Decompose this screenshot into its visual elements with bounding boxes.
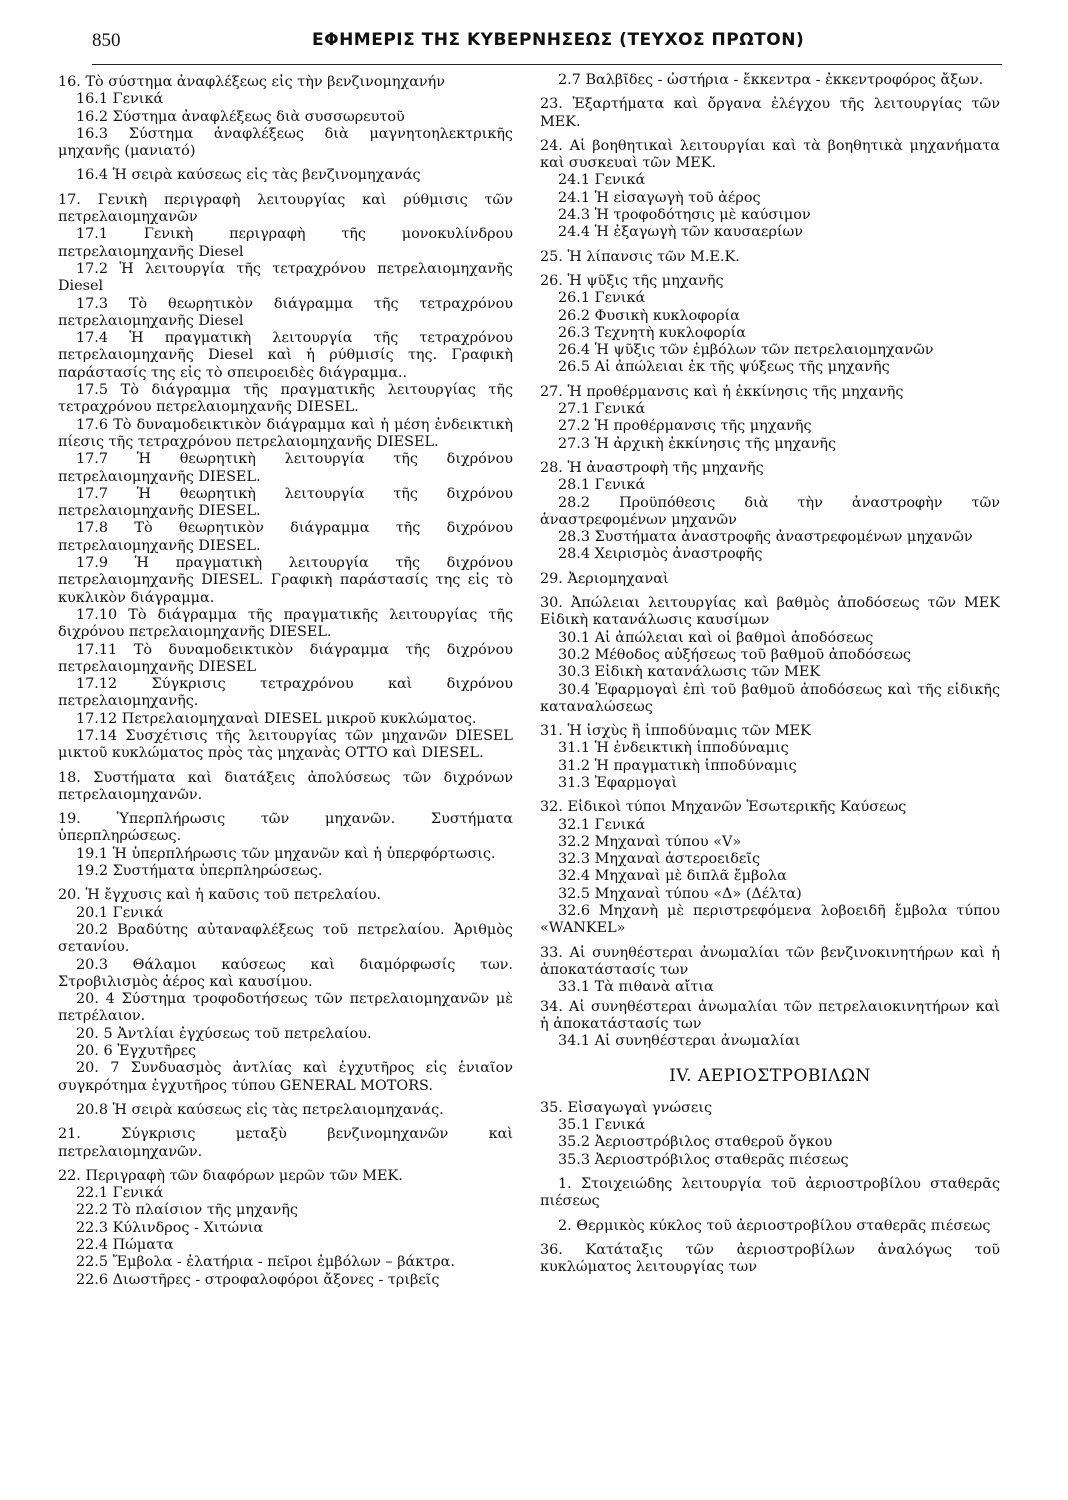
- page-header: [92, 24, 1002, 68]
- toc-entry: 35.1 Γενικά: [558, 1117, 646, 1134]
- toc-entry: 30.3 Εἰδικὴ κατανάλωσις τῶν ΜΕΚ: [558, 664, 821, 681]
- toc-entry: 21. Σύγκρισις μεταξὺ βενζινομηχανῶν καὶ πετρελαιομηχανῶν.: [58, 1126, 513, 1160]
- toc-entry: 17.10 Τὸ διάγραμμα τῆς πραγματικῆς λειτουργίας τῆς διχρόνου πετρελαιομηχανῆς DIESEL.: [58, 606, 513, 641]
- toc-entry: 28.3 Συστήματα ἀναστροφῆς ἀναστρεφομένων μηχανῶν: [558, 529, 973, 546]
- toc-entry: 24.1 Ἡ εἰσαγωγὴ τοῦ ἀέρος: [558, 189, 761, 206]
- toc-entry: 33. Αἱ συνηθέστεραι ἀνωμαλίαι τῶν βενζινοκινητήρων καὶ ἡ ἀποκατάστασίς των: [540, 944, 1000, 978]
- toc-entry: 26.3 Τεχνητὴ κυκλοφορία: [558, 324, 746, 341]
- toc-entry: 20. 7 Συνδυασμὸς ἀντλίας καὶ ἐγχυτῆρος εἰς ἑνιαῖον συγκρότημα ἐγχυτῆρος τύπου GENERAL MOTORS.: [58, 1060, 513, 1094]
- toc-entry: 20.1 Γενικά: [76, 904, 164, 921]
- toc-entry: 25. Ἡ λίπανσις τῶν Μ.Ε.Κ.: [540, 248, 740, 265]
- toc-entry: 27.1 Γενικά: [558, 401, 646, 418]
- toc-entry: 17.3 Τὸ θεωρητικὸν διάγραμμα τῆς τετραχρόνου πετρελαιομηχανῆς Diesel: [58, 295, 513, 329]
- toc-entry: 19.2 Συστήματα ὑπερπληρώσεως.: [76, 863, 323, 880]
- toc-entry: 22.5 Ἔμβολα - ἐλατήρια - πεῖροι ἐμβόλων – βάκτρα.: [76, 1254, 455, 1271]
- toc-entry: 20. 4 Σύστημα τροφοδοτήσεως τῶν πετρελαιομηχανῶν μὲ πετρέλαιον.: [58, 991, 513, 1025]
- toc-entry: 17.7 Ἡ θεωρητικὴ λειτουργία τῆς διχρόνου πετρελαιομηχανῆς DIESEL.: [58, 485, 513, 520]
- toc-entry: 20.2 Βραδύτης αὐταναφλέξεως τοῦ πετρελαίου. Ἀριθμὸς σετανίου.: [58, 921, 513, 956]
- toc-entry: 30. Ἀπώλειαι λειτουργίας καὶ βαθμὸς ἀποδόσεως τῶν ΜΕΚ Εἰδικὴ κατανάλωσις καυσίμων: [540, 595, 1000, 629]
- toc-entry: 1. Στοιχειώδης λειτουργία τοῦ ἀεριοστροβίλου σταθερᾶς πιέσεως: [540, 1175, 1000, 1210]
- toc-entry: 20. 5 Ἀντλίαι ἐγχύσεως τοῦ πετρελαίου.: [76, 1025, 372, 1042]
- toc-entry: 35.2 Ἀεριοστρόβιλος σταθεροῦ ὄγκου: [558, 1134, 833, 1151]
- toc-entry: 31.1 Ἡ ἐνδεικτικὴ ἱπποδύναμις: [558, 740, 789, 757]
- toc-entry: 32. Εἰδικοὶ τύποι Μηχανῶν Ἐσωτερικῆς Καύσεως: [540, 799, 907, 816]
- toc-entry: 26. Ἡ ψῦξις τῆς μηχανῆς: [540, 272, 724, 289]
- toc-entry: 30.4 Ἐφαρμογαὶ ἐπὶ τοῦ βαθμοῦ ἀποδόσεως καὶ τῆς εἰδικῆς καταναλώσεως: [540, 681, 1000, 715]
- toc-entry: 32.2 Μηχαναὶ τύπου «V»: [558, 833, 742, 850]
- toc-entry: 17.8 Τὸ θεωρητικὸν διάγραμμα τῆς διχρόνου πετρελαιομηχανῆς DIESEL.: [58, 520, 513, 554]
- toc-entry: 16.4 Ἡ σειρὰ καύσεως εἰς τὰς βενζινομηχανάς: [76, 167, 421, 184]
- toc-entry: 16. Τὸ σύστημα ἀναφλέξεως εἰς τὴν βενζινομηχανήν: [58, 74, 446, 90]
- toc-entry: 16.1 Γενικά: [76, 91, 164, 108]
- toc-entry: 17.4 Ἡ πραγματικὴ λειτουργία τῆς τετραχρόνου πετρελαιομηχανῆς Diesel καὶ ἡ ρύθμισίς της. Γραφικὴ παράστασίς της εἰς τὸ σπειροειδὲς διάγραμμα..: [58, 330, 513, 381]
- toc-entry: 16.3 Σύστημα ἀναφλέξεως διὰ μαγνητοηλεκτρικῆς μηχανῆς (μανιατό): [58, 125, 513, 160]
- toc-entry: 19. Ὑπερπλήρωσις τῶν μηχανῶν. Συστήματα ὑπερπληρώσεως.: [58, 811, 513, 845]
- toc-entry: 32.5 Μηχαναὶ τύπου «Δ» (Δέλτα): [558, 885, 802, 902]
- toc-entry: 18. Συστήματα καὶ διατάξεις ἀπολύσεως τῶν διχρόνων πετρελαιομηχανῶν.: [58, 769, 513, 803]
- toc-entry: 24.1 Γενικά: [558, 172, 646, 189]
- toc-entry: 35.3 Ἀεριοστρόβιλος σταθερᾶς πιέσεως: [558, 1151, 849, 1168]
- toc-entry: 32.3 Μηχαναὶ ἀστεροειδεῖς: [558, 851, 761, 868]
- right-column: [540, 72, 1000, 1492]
- toc-entry: 17.12 Σύγκρισις τετραχρόνου καὶ διχρόνου πετρελαιομηχανῆς.: [58, 676, 513, 710]
- toc-entry: 20. 6 Ἐγχυτῆρες: [76, 1043, 197, 1060]
- toc-entry: 17. Γενικὴ περιγραφὴ λειτουργίας καὶ ρύθμισις τῶν πετρελαιομηχανῶν: [58, 191, 513, 226]
- toc-entry: 17.12 Πετρελαιομηχαναὶ DIESEL μικροῦ κυκλώματος.: [76, 710, 477, 727]
- toc-entry: 27. Ἡ προθέρμανσις καὶ ἡ ἐκκίνησις τῆς μηχανῆς: [540, 383, 904, 400]
- toc-entry: 17.14 Συσχέτισις τῆς λειτουργίας τῶν μηχανῶν DIESEL μικτοῦ κυκλώματος πρὸς τὰς μηχανὰς OTTO καὶ DIESEL.: [58, 727, 513, 762]
- toc-entry: 20.3 Θάλαμοι καύσεως καὶ διαμόρφωσίς των. Στροβιλισμὸς ἀέρος καὶ καυσίμου.: [58, 956, 513, 990]
- toc-entry: 31. Ἡ ἰσχὺς ἢ ἱπποδύναμις τῶν ΜΕΚ: [540, 723, 811, 740]
- toc-entry: 20. Ἡ ἔγχυσις καὶ ἡ καῦσις τοῦ πετρελαίου.: [58, 887, 382, 904]
- toc-entry: 24.4 Ἡ ἐξαγωγὴ τῶν καυσαερίων: [558, 224, 804, 241]
- toc-entry: 28.4 Χειρισμὸς ἀναστροφῆς: [558, 546, 763, 563]
- toc-entry: 2. Θερμικὸς κύκλος τοῦ ἀεριοστροβίλου σταθερᾶς πιέσεως: [558, 1217, 991, 1234]
- toc-entry: 17.6 Τὸ δυναμοδεικτικὸν διάγραμμα καὶ ἡ μέση ἐνδεικτικὴ πίεσις τῆς τετραχρόνου πετρελαιομηχανῆς DIESEL.: [58, 416, 513, 450]
- toc-entry: 28.2 Προϋπόθεσις διὰ τὴν ἀναστροφὴν τῶν ἀναστρεφομένων μηχανῶν: [540, 494, 1000, 528]
- toc-entry: 33.1 Τὰ πιθανὰ αἴτια: [558, 979, 714, 996]
- toc-entry: 26.5 Αἱ ἀπώλειαι ἐκ τῆς ψύξεως τῆς μηχανῆς: [558, 359, 890, 376]
- left-column: [58, 72, 513, 1492]
- toc-entry: 28.1 Γενικά: [558, 477, 646, 494]
- toc-entry: 24.3 Ἡ τροφοδότησις μὲ καύσιμον: [558, 207, 811, 224]
- toc-entry: 17.7 Ἡ θεωρητικὴ λειτουργία τῆς διχρόνου πετρελαιομηχανῆς DIESEL.: [58, 451, 513, 485]
- toc-entry: 22.2 Τὸ πλαίσιον τῆς μηχανῆς: [76, 1202, 298, 1219]
- toc-entry: 23. Ἐξαρτήματα καὶ ὄργανα ἐλέγχου τῆς λειτουργίας τῶν ΜΕΚ.: [540, 96, 1000, 130]
- page-number: 850: [92, 30, 121, 51]
- toc-entry: 17.9 Ἡ πραγματικὴ λειτουργία τῆς διχρόνου πετρελαιομηχανῆς DIESEL. Γραφικὴ παράστασίς της εἰς τὸ κυκλικὸν διάγραμμα.: [58, 555, 513, 606]
- toc-entry: 22. Περιγραφὴ τῶν διαφόρων μερῶν τῶν ΜΕΚ.: [58, 1167, 403, 1184]
- journal-title: ΕΦΗΜΕΡΙΣ ΤΗΣ ΚΥΒΕΡΝΗΣΕΩΣ (ΤΕΥΧΟΣ ΠΡΩΤΟΝ): [312, 30, 805, 50]
- toc-entry: 19.1 Ἡ ὑπερπλήρωσις τῶν μηχανῶν καὶ ἡ ὑπερφόρτωσις.: [76, 845, 496, 862]
- toc-entry: 30.1 Αἱ ἀπώλειαι καὶ οἱ βαθμοὶ ἀποδόσεως: [558, 629, 874, 646]
- toc-entry: 17.11 Τὸ δυναμοδεικτικὸν διάγραμμα τῆς διχρόνου πετρελαιομηχανῆς DIESEL: [58, 641, 513, 675]
- toc-entry: 27.3 Ἡ ἀρχικὴ ἐκκίνησις τῆς μηχανῆς: [558, 435, 837, 452]
- toc-entry: 30.2 Μέθοδος αὐξήσεως τοῦ βαθμοῦ ἀποδόσεως: [558, 646, 911, 663]
- toc-entry: 26.1 Γενικά: [558, 290, 646, 307]
- toc-entry: 32.1 Γενικά: [558, 816, 646, 833]
- toc-entry: 29. Ἀεριομηχαναὶ: [540, 570, 669, 587]
- toc-entry: 31.2 Ἡ πραγματικὴ ἱπποδύναμις: [558, 757, 797, 774]
- toc-entry: 22.4 Πώματα: [76, 1237, 174, 1253]
- toc-entry: 22.3 Κύλινδρος - Χιτώνια: [76, 1219, 264, 1236]
- toc-entry: 32.6 Μηχανὴ μὲ περιστρεφόμενα λοβοειδῆ ἔμβολα τύπου «WANKEL»: [540, 903, 1000, 937]
- toc-entry: 17.1 Γενικὴ περιγραφὴ τῆς μονοκυλίνδρου πετρελαιομηχανῆς Diesel: [58, 226, 513, 260]
- toc-entry: 32.4 Μηχαναὶ μὲ διπλᾶ ἔμβολα: [558, 868, 787, 885]
- toc-entry: 35. Εἰσαγωγαὶ γνώσεις: [540, 1099, 713, 1116]
- toc-entry: 17.5 Τὸ διάγραμμα τῆς πραγματικῆς λειτουργίας τῆς τετραχρόνου πετρελαιομηχανῆς DIESEL.: [58, 382, 513, 416]
- toc-entry: 27.2 Ἡ προθέρμανσις τῆς μηχανῆς: [558, 418, 812, 435]
- section-heading: IV. ΑΕΡΙΟΣΤΡΟΒΙΛΩΝ: [669, 1066, 871, 1087]
- toc-entry: 17.2 Ἡ λειτουργία τῆς τετραχρόνου πετρελαιομηχανῆς Diesel: [58, 260, 513, 295]
- toc-entry: 34. Αἱ συνηθέστεραι ἀνωμαλίαι τῶν πετρελαιοκινητήρων καὶ ἡ ἀποκατάστασίς των: [540, 998, 1000, 1032]
- header-rule: [92, 64, 1002, 65]
- toc-entry: 34.1 Αἱ συνηθέστεραι ἀνωμαλίαι: [558, 1033, 801, 1050]
- toc-entry: 24. Αἱ βοηθητικαὶ λειτουργίαι καὶ τὰ βοηθητικὰ μηχανήματα καὶ συσκευαὶ τῶν ΜΕΚ.: [540, 137, 1000, 172]
- toc-entry: 2.7 Βαλβῖδες - ὠστήρια - ἔκκεντρα - ἐκκεντροφόρος ἄξων.: [558, 72, 984, 88]
- toc-entry: 28. Ἡ ἀναστροφὴ τῆς μηχανῆς: [540, 459, 764, 476]
- toc-entry: 26.2 Φυσικὴ κυκλοφορία: [558, 307, 740, 324]
- toc-entry: 26.4 Ἡ ψῦξις τῶν ἐμβόλων τῶν πετρελαιομηχανῶν: [558, 342, 934, 359]
- toc-entry: 22.6 Διωστῆρες - στροφαλοφόροι ἄξονες - τριβεῖς: [76, 1271, 440, 1288]
- toc-entry: 20.8 Ἡ σειρὰ καύσεως εἰς τὰς πετρελαιομηχανάς.: [76, 1101, 444, 1118]
- toc-entry: 22.1 Γενικά: [76, 1185, 164, 1202]
- toc-entry: 36. Κατάταξις τῶν ἀεριοστροβίλων ἀναλόγως τοῦ κυκλώματος λειτουργίας των: [540, 1241, 1000, 1276]
- toc-entry: 16.2 Σύστημα ἀναφλέξεως διὰ συσσωρευτοῦ: [76, 108, 405, 125]
- toc-entry: 31.3 Ἐφαρμογαὶ: [558, 774, 678, 791]
